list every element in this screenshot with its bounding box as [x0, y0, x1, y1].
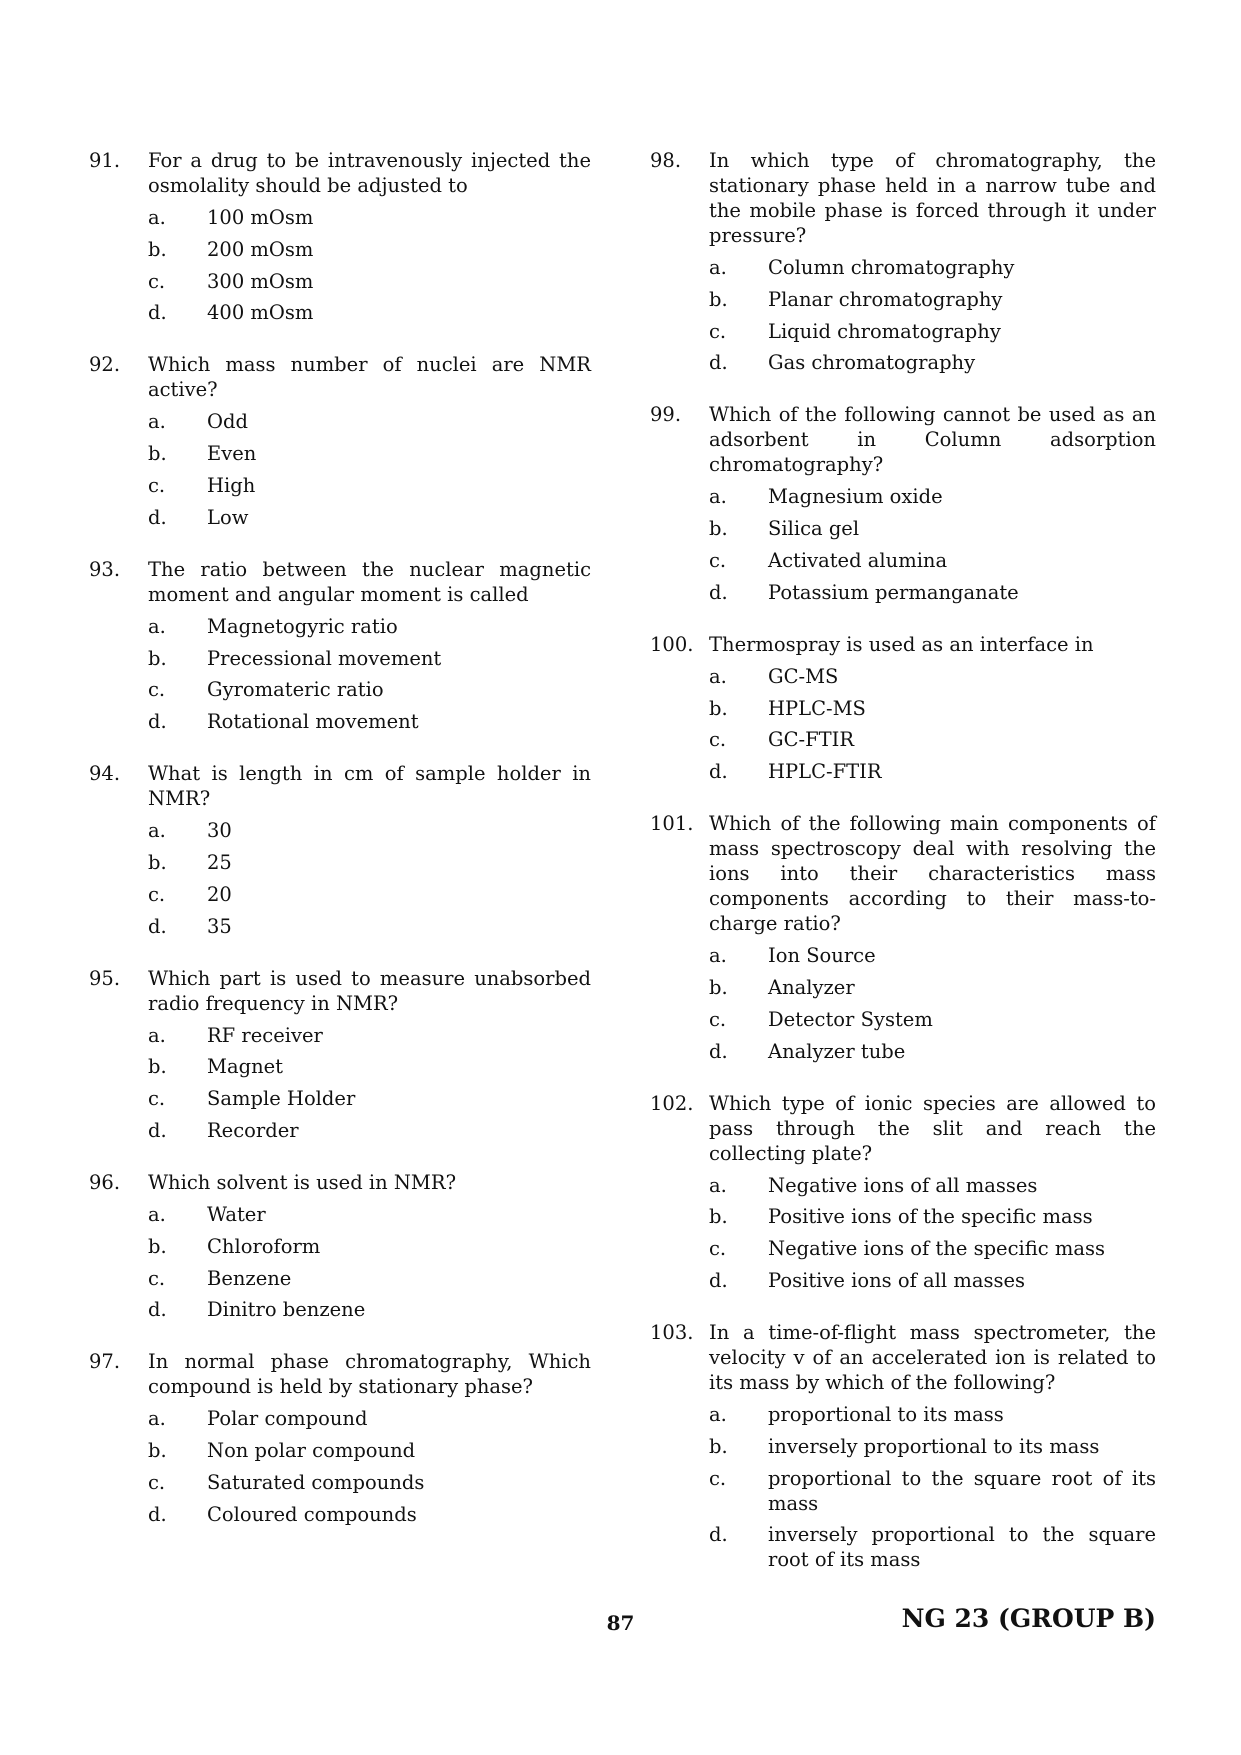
- answer-option: [148, 709, 591, 734]
- answer-option: [148, 1086, 591, 1111]
- option-text: Polar compound: [207, 1407, 368, 1431]
- option-letter: b.: [148, 1055, 167, 1079]
- option-list: [89, 205, 591, 325]
- option-letter: c.: [148, 1087, 166, 1111]
- left-column: [89, 148, 591, 1554]
- option-text: Magnet: [207, 1055, 284, 1079]
- question-block: [89, 966, 591, 1143]
- option-text: Non polar compound: [207, 1439, 416, 1463]
- option-list: [650, 1402, 1156, 1572]
- question-stem: [650, 1320, 1156, 1395]
- option-text: proportional to the square root of its mass: [768, 1466, 1156, 1515]
- option-text: Dinitro benzene: [207, 1298, 366, 1322]
- option-text: Potassium permanganate: [768, 580, 1019, 604]
- answer-option: [709, 664, 1156, 689]
- question-stem: [89, 1170, 591, 1195]
- question-block: [89, 352, 591, 529]
- option-letter: d.: [148, 301, 167, 325]
- option-text: Activated alumina: [768, 548, 948, 572]
- question-stem: [89, 1349, 591, 1399]
- option-text: Column chromatography: [768, 256, 1015, 279]
- option-letter: d.: [148, 1118, 167, 1142]
- option-text: Rotational movement: [207, 710, 419, 734]
- option-text: GC-FTIR: [768, 728, 855, 752]
- answer-option: [709, 759, 1156, 784]
- answer-option: [148, 850, 591, 875]
- question-block: [650, 148, 1156, 375]
- option-text: inversely proportional to its mass: [768, 1434, 1100, 1458]
- option-letter: a.: [148, 410, 166, 434]
- question-stem: [89, 966, 591, 1016]
- paper-code: NG 23 (GROUP B): [901, 1604, 1156, 1633]
- question-number: 94.: [89, 762, 121, 786]
- question-number: 93.: [89, 557, 121, 581]
- option-letter: c.: [148, 678, 166, 702]
- answer-option: [148, 1023, 591, 1048]
- answer-option: [709, 580, 1156, 605]
- question-number: 92.: [89, 353, 121, 377]
- question-text: Which mass number of nuclei are NMR active?: [148, 353, 591, 402]
- answer-option: [709, 943, 1156, 968]
- answer-option: [709, 255, 1156, 280]
- option-letter: c.: [709, 1237, 727, 1261]
- option-text: 100 mOsm: [207, 206, 314, 229]
- answer-option: [148, 300, 591, 325]
- question-text: The ratio between the nuclear magnetic moment and angular moment is called: [148, 557, 591, 606]
- question-block: [89, 1349, 591, 1526]
- answer-option: [148, 1234, 591, 1259]
- question-block: [650, 402, 1156, 604]
- option-text: High: [207, 473, 256, 497]
- question-block: [89, 1170, 591, 1322]
- option-letter: d.: [148, 1298, 167, 1322]
- option-text: proportional to its mass: [768, 1402, 1004, 1426]
- answer-option: [148, 441, 591, 466]
- option-text: Analyzer tube: [768, 1039, 906, 1063]
- option-letter: c.: [148, 1470, 166, 1494]
- option-list: [89, 1023, 591, 1143]
- option-text: Magnetogyric ratio: [207, 614, 398, 638]
- question-block: [650, 1091, 1156, 1293]
- question-number: 95.: [89, 966, 121, 990]
- answer-option: [709, 1007, 1156, 1032]
- question-block: [89, 148, 591, 325]
- option-text: Even: [207, 442, 257, 466]
- option-text: HPLC-FTIR: [768, 760, 882, 784]
- option-letter: d.: [148, 505, 167, 529]
- option-text: Detector System: [768, 1007, 933, 1031]
- question-stem: [650, 811, 1156, 936]
- option-letter: c.: [709, 1466, 727, 1490]
- answer-option: [709, 1402, 1156, 1427]
- question-text: For a drug to be intravenously injected the osmolality should be adjusted to: [148, 149, 591, 197]
- option-letter: a.: [148, 1202, 166, 1226]
- option-letter: a.: [148, 1023, 166, 1047]
- option-list: [89, 1202, 591, 1322]
- option-letter: d.: [709, 1523, 728, 1547]
- option-letter: b.: [709, 1205, 728, 1229]
- option-text: inversely proportional to the square root of its mass: [768, 1523, 1156, 1572]
- option-text: RF receiver: [207, 1023, 323, 1047]
- option-letter: a.: [709, 664, 727, 688]
- question-block: [89, 761, 591, 938]
- question-text: Which part is used to measure unabsorbed radio frequency in NMR?: [148, 966, 591, 1015]
- option-letter: b.: [709, 975, 728, 999]
- option-text: Odd: [207, 410, 248, 434]
- option-text: 25: [207, 850, 232, 874]
- question-number: 97.: [89, 1350, 121, 1374]
- answer-option: [148, 882, 591, 907]
- option-text: Planar chromatography: [768, 287, 1003, 311]
- option-letter: c.: [148, 473, 166, 497]
- option-list: [89, 818, 591, 938]
- question-block: [650, 811, 1156, 1063]
- answer-option: [148, 1202, 591, 1227]
- answer-option: [709, 1434, 1156, 1459]
- option-letter: b.: [148, 1439, 167, 1463]
- answer-option: [709, 350, 1156, 375]
- question-stem: [650, 402, 1156, 477]
- answer-option: [148, 1054, 591, 1079]
- option-text: Sample Holder: [207, 1087, 356, 1111]
- option-letter: b.: [148, 646, 167, 670]
- option-letter: a.: [709, 256, 727, 279]
- option-list: [89, 1406, 591, 1526]
- option-text: GC-MS: [768, 664, 839, 688]
- option-letter: d.: [709, 760, 728, 784]
- question-stem: [89, 557, 591, 607]
- question-text: Which type of ionic species are allowed to pass through the slit and reach the collecting plate?: [709, 1091, 1156, 1165]
- option-letter: b.: [709, 287, 728, 311]
- option-text: Saturated compounds: [207, 1470, 425, 1494]
- question-number: 101.: [650, 812, 694, 836]
- option-letter: d.: [709, 580, 728, 604]
- option-letter: d.: [709, 1268, 728, 1292]
- option-letter: d.: [709, 1039, 728, 1063]
- answer-option: [148, 914, 591, 939]
- option-text: 20: [207, 882, 232, 906]
- option-letter: a.: [709, 944, 727, 968]
- answer-option: [148, 269, 591, 294]
- question-block: [89, 557, 591, 734]
- option-letter: d.: [148, 914, 167, 938]
- option-letter: b.: [709, 1434, 728, 1458]
- question-text: Which of the following cannot be used as an adsorbent in Column adsorption chromatography?: [709, 403, 1156, 477]
- answer-option: [148, 1470, 591, 1495]
- option-list: [650, 943, 1156, 1063]
- answer-option: [709, 484, 1156, 509]
- question-number: 100.: [650, 632, 694, 656]
- option-letter: d.: [148, 1502, 167, 1526]
- answer-option: [709, 319, 1156, 344]
- option-letter: b.: [148, 850, 167, 874]
- option-list: [89, 409, 591, 529]
- option-list: [650, 1173, 1156, 1293]
- question-text: In normal phase chromatography, Which compound is held by stationary phase?: [148, 1350, 591, 1399]
- option-text: Precessional movement: [207, 646, 442, 670]
- option-text: Negative ions of all masses: [768, 1173, 1038, 1197]
- answer-option: [148, 646, 591, 671]
- option-text: 35: [207, 914, 232, 938]
- answer-option: [709, 1173, 1156, 1198]
- option-text: Positive ions of all masses: [768, 1268, 1026, 1292]
- option-list: [650, 664, 1156, 784]
- option-letter: b.: [148, 442, 167, 466]
- question-block: [650, 632, 1156, 784]
- option-letter: a.: [148, 1407, 166, 1431]
- answer-option: [709, 727, 1156, 752]
- option-text: 200 mOsm: [207, 237, 314, 261]
- page-number: 87: [606, 1611, 635, 1635]
- option-letter: a.: [148, 614, 166, 638]
- option-letter: c.: [148, 269, 166, 293]
- option-text: HPLC-MS: [768, 696, 866, 720]
- question-stem: [89, 761, 591, 811]
- question-number: 98.: [650, 149, 682, 172]
- option-letter: d.: [709, 351, 728, 375]
- answer-option: [148, 1297, 591, 1322]
- option-letter: c.: [709, 728, 727, 752]
- option-letter: c.: [148, 1266, 166, 1290]
- answer-option: [709, 1039, 1156, 1064]
- option-list: [89, 614, 591, 734]
- option-text: Chloroform: [207, 1234, 321, 1258]
- answer-option: [148, 505, 591, 530]
- option-list: [650, 484, 1156, 604]
- question-text: Which solvent is used in NMR?: [148, 1170, 457, 1194]
- question-number: 103.: [650, 1320, 694, 1344]
- right-column: [650, 148, 1156, 1599]
- question-stem: [650, 148, 1156, 248]
- answer-option: [709, 1466, 1156, 1516]
- option-text: Liquid chromatography: [768, 319, 1001, 343]
- question-text: In which type of chromatography, the stationary phase held in a narrow tube and the mobile phase is forced through it under pressure?: [709, 149, 1156, 247]
- answer-option: [709, 1236, 1156, 1261]
- option-letter: a.: [709, 1173, 727, 1197]
- answer-option: [148, 1266, 591, 1291]
- answer-option: [709, 548, 1156, 573]
- answer-option: [148, 677, 591, 702]
- question-stem: [89, 352, 591, 402]
- option-letter: c.: [709, 548, 727, 572]
- answer-option: [709, 1204, 1156, 1229]
- option-letter: a.: [148, 206, 166, 229]
- option-text: 30: [207, 819, 232, 843]
- option-text: Gas chromatography: [768, 351, 976, 375]
- question-number: 96.: [89, 1170, 121, 1194]
- option-letter: a.: [709, 1402, 727, 1426]
- question-text: Thermospray is used as an interface in: [709, 632, 1094, 656]
- answer-option: [148, 1406, 591, 1431]
- question-text: Which of the following main components of mass spectroscopy deal with resolving the ions into their characteristics mass components according to their mass-to-charge ratio?: [709, 812, 1156, 936]
- answer-option: [709, 1268, 1156, 1293]
- answer-option: [148, 1438, 591, 1463]
- question-text: What is length in cm of sample holder in NMR?: [148, 762, 591, 811]
- option-letter: c.: [709, 319, 727, 343]
- answer-option: [148, 237, 591, 262]
- option-letter: a.: [709, 485, 727, 509]
- question-number: 102.: [650, 1091, 694, 1115]
- option-text: 400 mOsm: [207, 301, 314, 325]
- option-text: Gyromateric ratio: [207, 678, 384, 702]
- question-number: 91.: [89, 149, 121, 172]
- answer-option: [148, 473, 591, 498]
- answer-option: [148, 614, 591, 639]
- question-number: 99.: [650, 403, 682, 427]
- answer-option: [709, 516, 1156, 541]
- option-letter: c.: [148, 882, 166, 906]
- answer-option: [709, 696, 1156, 721]
- answer-option: [148, 1118, 591, 1143]
- answer-option: [148, 205, 591, 230]
- option-text: Recorder: [207, 1118, 299, 1142]
- option-letter: a.: [148, 819, 166, 843]
- option-text: 300 mOsm: [207, 269, 314, 293]
- option-text: Water: [207, 1202, 266, 1226]
- answer-option: [148, 818, 591, 843]
- option-text: Silica gel: [768, 517, 860, 541]
- option-text: Ion Source: [768, 944, 876, 968]
- option-text: Negative ions of the specific mass: [768, 1237, 1106, 1261]
- question-text: In a time-of-flight mass spectrometer, the velocity v of an accelerated ion is related to its mass by which of the following?: [709, 1320, 1156, 1394]
- option-text: Positive ions of the specific mass: [768, 1205, 1093, 1229]
- option-text: Magnesium oxide: [768, 485, 943, 509]
- option-text: Low: [207, 505, 249, 529]
- option-text: Analyzer: [768, 975, 855, 999]
- option-list: [650, 255, 1156, 375]
- answer-option: [709, 1522, 1156, 1572]
- answer-option: [148, 1502, 591, 1527]
- option-letter: b.: [709, 696, 728, 720]
- option-letter: d.: [148, 710, 167, 734]
- answer-option: [709, 287, 1156, 312]
- answer-option: [148, 409, 591, 434]
- option-letter: b.: [709, 517, 728, 541]
- option-letter: c.: [709, 1007, 727, 1031]
- question-stem: [89, 148, 591, 198]
- option-letter: b.: [148, 1234, 167, 1258]
- question-block: [650, 1320, 1156, 1572]
- option-text: Coloured compounds: [207, 1502, 417, 1526]
- question-stem: [650, 1091, 1156, 1166]
- option-letter: b.: [148, 237, 167, 261]
- option-text: Benzene: [207, 1266, 292, 1290]
- answer-option: [709, 975, 1156, 1000]
- question-stem: [650, 632, 1156, 657]
